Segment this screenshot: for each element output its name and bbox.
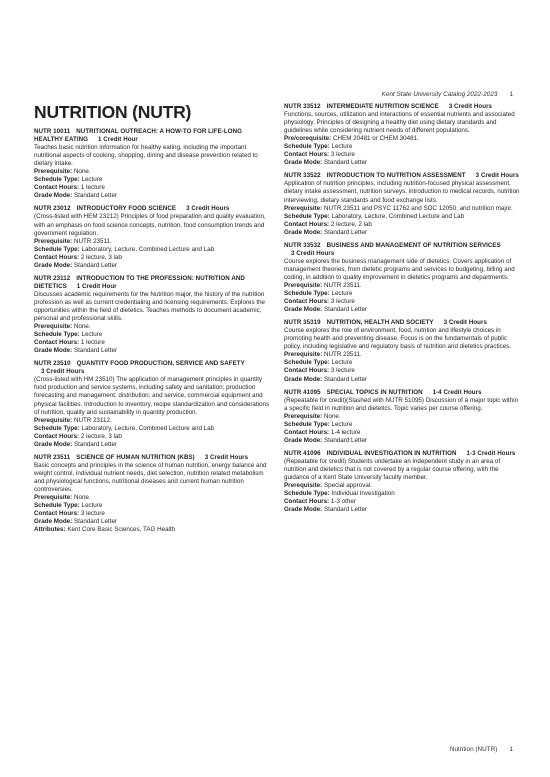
contact-hours-value: 2 lecture, 3 lab (80, 432, 122, 440)
contact-hours-label: Contact Hours: (284, 298, 330, 306)
course-entry (34, 454, 272, 534)
grade-mode-label: Grade Mode: (284, 228, 323, 236)
contact-hours-value: 3 lecture (330, 367, 355, 375)
schedule-type-label: Schedule Type: (284, 420, 330, 428)
course-code: NUTR 33512 (284, 103, 321, 110)
schedule-type (34, 176, 272, 184)
course-title: INDIVIDUAL INVESTIGATION IN NUTRITION (326, 449, 457, 457)
course-code: NUTR 33522 (284, 172, 321, 180)
course-code: NUTR 23112 (34, 274, 71, 282)
schedule-type-label: Schedule Type: (34, 331, 80, 339)
prerequisite-label: Prerequisite: (284, 482, 323, 490)
contact-hours-label: Contact Hours: (284, 498, 330, 506)
prerequisite-value: None. (73, 323, 91, 331)
schedule-type (284, 490, 520, 498)
course-heading (284, 389, 520, 397)
schedule-type-value: Lecture (81, 176, 103, 184)
left-column (34, 103, 272, 539)
course-heading (284, 242, 520, 258)
course-credits: 3 Credit Hours (448, 103, 493, 110)
catalog-title: Kent State University Catalog 2022-2023 (381, 91, 498, 98)
contact-hours-label: Contact Hours: (34, 339, 80, 347)
grade-mode (284, 376, 520, 384)
prerequisite (34, 323, 272, 331)
prerequisite-label: Prerequisite: (34, 416, 73, 424)
course-description: Course explores the role of environment, food, nutrition and lifestyle choices in promoting health and preventing disease. Focus is on the fundamentals of public policy, including legislative and regulatory basis of nutrition and dietetics practices. (284, 327, 512, 351)
prerequisite (34, 417, 272, 425)
course-entry (284, 103, 520, 167)
contact-hours-value: 2 lecture, 3 lab (80, 253, 122, 261)
prerequisite (284, 482, 520, 490)
prerequisite-value: NUTR 23511. (73, 237, 112, 245)
schedule-type-label: Schedule Type: (284, 359, 330, 367)
contact-hours (34, 184, 272, 192)
schedule-type-value: Lecture (331, 359, 353, 367)
contact-hours-value: 3 lecture (330, 151, 355, 159)
course-entry (34, 360, 272, 449)
grade-mode (34, 192, 272, 200)
course-entry (284, 450, 520, 514)
course-code: NUTR 41095 (284, 388, 321, 396)
course-title: INTRODUCTION TO THE PROFESSION: NUTRITION AND DIETETICS (34, 274, 245, 290)
grade-mode (284, 306, 520, 314)
course-code: NUTR 35319 (284, 319, 321, 327)
prerequisite-label: Prerequisite: (284, 204, 323, 212)
prerequisite-label: Prerequisite: (284, 281, 323, 289)
grade-mode (284, 229, 520, 237)
contact-hours-value: 1 lecture (80, 339, 105, 347)
course-heading (34, 128, 272, 144)
contact-hours-label: Contact Hours: (34, 184, 80, 192)
course-entry (284, 319, 520, 383)
grade-mode-label: Grade Mode: (284, 506, 323, 514)
contact-hours-value: 3 lecture (330, 298, 355, 306)
course-heading (284, 319, 520, 327)
schedule-type-value: Lecture (331, 143, 353, 151)
schedule-type-value: Individual Investigation (331, 490, 395, 498)
course-credits: 1-3 Credit Hours (466, 449, 516, 457)
schedule-type-label: Schedule Type: (34, 424, 80, 432)
schedule-type (284, 213, 520, 221)
prerequisite (284, 135, 520, 143)
schedule-type (34, 246, 272, 254)
contact-hours (284, 151, 520, 159)
schedule-type-label: Schedule Type: (284, 490, 330, 498)
document-title: NUTRITION (NUTR) (34, 102, 192, 122)
grade-mode-value: Standard Letter (73, 440, 118, 448)
course-heading (34, 454, 272, 462)
grade-mode-value: Standard Letter (323, 228, 368, 236)
schedule-type-label: Schedule Type: (284, 290, 330, 298)
course-credits: 3 Credit Hours (475, 172, 519, 180)
course-entry (34, 205, 272, 269)
course-credits: 1-4 Credit Hours (432, 388, 482, 396)
schedule-type (284, 359, 520, 367)
prerequisite-label: Prerequisite: (284, 412, 323, 420)
prerequisite (284, 205, 520, 213)
course-description: Basic concepts and principles in the science of human nutrition, energy balance and weight control, individual nutrient needs, diet selection, nutrition related metabolism and physiological functions, nutritional diseases and current human nutrition controversies. (34, 461, 267, 493)
grade-mode (34, 441, 272, 449)
corequisite-value: CHEM 20481 or CHEM 30481. (333, 135, 419, 143)
contact-hours-value: 1 lecture (80, 184, 105, 192)
course-title: BUSINESS AND MANAGEMENT OF NUTRITION SERVICES (326, 241, 501, 249)
course-entry (284, 242, 520, 314)
grade-mode-label: Grade Mode: (284, 436, 323, 444)
corequisite-label: Pre/corequisite: (284, 135, 332, 143)
prerequisite (284, 351, 520, 359)
course-description: Teaches basic nutrition information for healthy eating, including the important nutritional aspects of cooking, shopping, dining and disease prevention related to dietary intake. (34, 144, 258, 168)
schedule-type (284, 143, 520, 151)
prerequisite-value: None. (323, 412, 341, 420)
schedule-type-value: Laboratory, Lecture, Combined Lecture and Lab (331, 212, 465, 220)
contact-hours (34, 433, 272, 441)
schedule-type (34, 425, 272, 433)
prerequisite-label: Prerequisite: (284, 351, 323, 359)
grade-mode-label: Grade Mode: (284, 375, 323, 383)
schedule-type-label: Schedule Type: (284, 212, 330, 220)
contact-hours-label: Contact Hours: (284, 151, 330, 159)
course-code: NUTR 23012 (34, 205, 71, 213)
grade-mode-value: Standard Letter (323, 436, 368, 444)
grade-mode (34, 518, 272, 526)
contact-hours-value: 3 lecture (80, 510, 105, 518)
prerequisite-value: NUTR 23511. (323, 281, 362, 289)
course-title: NUTRITION, HEALTH AND SOCIETY (326, 319, 434, 327)
schedule-type-value: Lecture (81, 331, 103, 339)
schedule-type-value: Lecture (81, 502, 103, 510)
grade-mode-value: Standard Letter (323, 306, 368, 314)
contact-hours-value: 1-3 other (330, 498, 356, 506)
grade-mode-label: Grade Mode: (34, 261, 73, 269)
contact-hours (34, 339, 272, 347)
schedule-type (284, 290, 520, 298)
prerequisite (34, 238, 272, 246)
course-title: INTERMEDIATE NUTRITION SCIENCE (326, 103, 439, 110)
prerequisite-value: Special approval. (323, 482, 372, 490)
prerequisite-value: NUTR 23112. (73, 416, 112, 424)
contact-hours (34, 254, 272, 262)
course-heading (34, 205, 272, 213)
contact-hours (284, 429, 520, 437)
schedule-type (34, 502, 272, 510)
prerequisite-value: NUTR 23511. (323, 351, 362, 359)
course-credits: 3 Credit Hours (41, 368, 85, 376)
prerequisite-label: Prerequisite: (34, 168, 73, 176)
schedule-type (34, 331, 272, 339)
course-heading (284, 172, 520, 180)
contact-hours (284, 221, 520, 229)
course-entry (34, 128, 272, 200)
grade-mode-value: Standard Letter (73, 347, 118, 355)
schedule-type-label: Schedule Type: (34, 176, 80, 184)
grade-mode-label: Grade Mode: (284, 306, 323, 314)
course-title: INTRODUCTION TO NUTRITION ASSESSMENT (326, 172, 466, 180)
course-heading (34, 275, 272, 291)
contact-hours-label: Contact Hours: (34, 253, 80, 261)
grade-mode-value: Standard Letter (323, 506, 368, 514)
right-column (284, 103, 520, 519)
grade-mode (34, 347, 272, 355)
footer-page-number: 1 (509, 746, 513, 753)
contact-hours (284, 298, 520, 306)
grade-mode-label: Grade Mode: (34, 440, 73, 448)
course-heading (284, 450, 520, 458)
contact-hours (34, 510, 272, 518)
schedule-type-value: Lecture (331, 290, 353, 298)
attributes (34, 526, 272, 534)
grade-mode-value: Standard Letter (323, 159, 368, 167)
course-entry (284, 389, 520, 445)
grade-mode-value: Standard Letter (73, 518, 118, 526)
course-credits: 3 Credit Hours (204, 453, 249, 461)
course-code: NUTR 23510 (34, 360, 71, 368)
contact-hours (284, 498, 520, 506)
course-description: (Cross-listed with HEM 23212) Principles of food preparation and quality evaluation, with an emphasis on food science concepts, nutrition, food consumption trends and government regulation. (34, 213, 266, 237)
grade-mode-value: Standard Letter (323, 375, 368, 383)
page-header (382, 91, 513, 98)
course-title: NUTRITIONAL OUTREACH: A HOW-TO FOR LIFE-LONG HEALTHY EATING (34, 128, 242, 144)
contact-hours-label: Contact Hours: (34, 510, 80, 518)
prerequisite (284, 282, 520, 290)
course-heading (284, 103, 520, 111)
attributes-value: Kent Core Basic Sciences, TAG Health (67, 526, 176, 534)
course-credits: 3 Credit Hours (186, 205, 230, 213)
course-description: Course explores the business management side of dietetics. Covers application of management theories, from dietetic programs and services to budgeting, billing and coding, in addition to quality improvement in dietetics programs and departments. (284, 257, 515, 281)
grade-mode-label: Grade Mode: (34, 347, 73, 355)
course-code: NUTR 10011 (34, 128, 71, 135)
course-code: NUTR 23511 (34, 453, 71, 461)
grade-mode-label: Grade Mode: (34, 192, 73, 200)
course-title: SCIENCE OF HUMAN NUTRITION (KBS) (76, 453, 195, 461)
course-code: NUTR 33532 (284, 241, 321, 249)
prerequisite (34, 494, 272, 502)
contact-hours-label: Contact Hours: (284, 367, 330, 375)
course-title: INTRODUCTORY FOOD SCIENCE (76, 205, 177, 213)
header-page-number: 1 (509, 91, 513, 98)
schedule-type-label: Schedule Type: (284, 143, 330, 151)
course-title: QUANTITY FOOD PRODUCTION, SERVICE AND SAFETY (76, 360, 245, 368)
course-credits: 1 Credit Hour (76, 282, 117, 290)
prerequisite (284, 413, 520, 421)
course-code: NUTR 41096 (284, 449, 321, 457)
prerequisite-label: Prerequisite: (34, 237, 73, 245)
contact-hours-label: Contact Hours: (284, 428, 330, 436)
grade-mode-label: Grade Mode: (284, 159, 323, 167)
schedule-type-value: Lecture (331, 420, 353, 428)
course-description: Functions, sources, utilization and interactions of essential nutrients and associated physiology. Principles of designing a healthy diet using dietary standards and guidelines while considering nutrient needs of different populations. (284, 111, 515, 135)
course-description: (Cross-listed with HM 23510) The application of management principles in quantity food production and service systems, including safety and sanitation; production forecasting and management; distribution; and service, commercial equipment and physical facilities. Introduction to inventory, recipe standardization and considerations of nutrition, quality and sustainability in quantity production. (34, 376, 270, 416)
grade-mode (34, 262, 272, 270)
prerequisite-label: Prerequisite: (34, 323, 73, 331)
schedule-type-value: Laboratory, Lecture, Combined Lecture and Lab (81, 424, 215, 432)
course-description: Discusses academic requirements for the Nutrition major, the history of the nutrition profession as well as current credentialing and licensing requirements. Explores the opportunities within the field of dietetics. Teaches methods to document academic, personal and professional skills. (34, 290, 266, 323)
course-description: (Repeatable for credit) Students undertake an independent study in an area of nutrition and dietetics that is not covered by a regular course offering, with the guidance of a Kent State University faculty member. (284, 457, 501, 482)
grade-mode-value: Standard Letter (73, 261, 118, 269)
prerequisite-label: Prerequisite: (34, 494, 73, 502)
contact-hours-value: 1-4 lecture (330, 428, 361, 436)
contact-hours-label: Contact Hours: (34, 432, 80, 440)
grade-mode (284, 437, 520, 445)
schedule-type-label: Schedule Type: (34, 502, 80, 510)
schedule-type-value: Laboratory, Lecture, Combined Lecture and Lab (81, 245, 215, 253)
contact-hours (284, 367, 520, 375)
contact-hours-label: Contact Hours: (284, 220, 330, 228)
prerequisite-value: NUTR 23511 and PSYC 11762 and SOC 12050; and nutrition major. (323, 204, 513, 212)
page-footer (450, 746, 513, 753)
course-heading (34, 360, 272, 376)
course-description: (Repeatable for credit)(Slashed with NUTR 51095) Discussion of a major topic within a specific field in nutrition and dietetics. Topic varies per course offering. (284, 396, 519, 412)
contact-hours-value: 2 lecture, 2 lab (330, 220, 372, 228)
course-entry (34, 275, 272, 355)
course-credits: 3 Credit Hours (291, 249, 335, 257)
course-description: Application of nutrition principles, including nutrition-focused physical assessment, dietary intake assessment, nutrition surveys, introduction to medical records, nutrition interviewing, dietary standards and food exchange lists. (284, 180, 520, 204)
grade-mode-label: Grade Mode: (34, 518, 73, 526)
footer-label: Nutrition (NUTR) (449, 746, 498, 753)
grade-mode (284, 159, 520, 167)
prerequisite-value: None. (73, 168, 91, 176)
attributes-label: Attributes: (34, 526, 66, 534)
grade-mode-value: Standard Letter (73, 192, 118, 200)
course-entry (284, 172, 520, 236)
prerequisite (34, 168, 272, 176)
course-credits: 3 Credit Hours (443, 319, 487, 327)
schedule-type (284, 421, 520, 429)
course-title: SPECIAL TOPICS IN NUTRITION (326, 388, 423, 396)
schedule-type-label: Schedule Type: (34, 245, 80, 253)
course-credits: 1 Credit Hour (97, 136, 138, 144)
prerequisite-value: None. (73, 494, 91, 502)
grade-mode (284, 506, 520, 514)
